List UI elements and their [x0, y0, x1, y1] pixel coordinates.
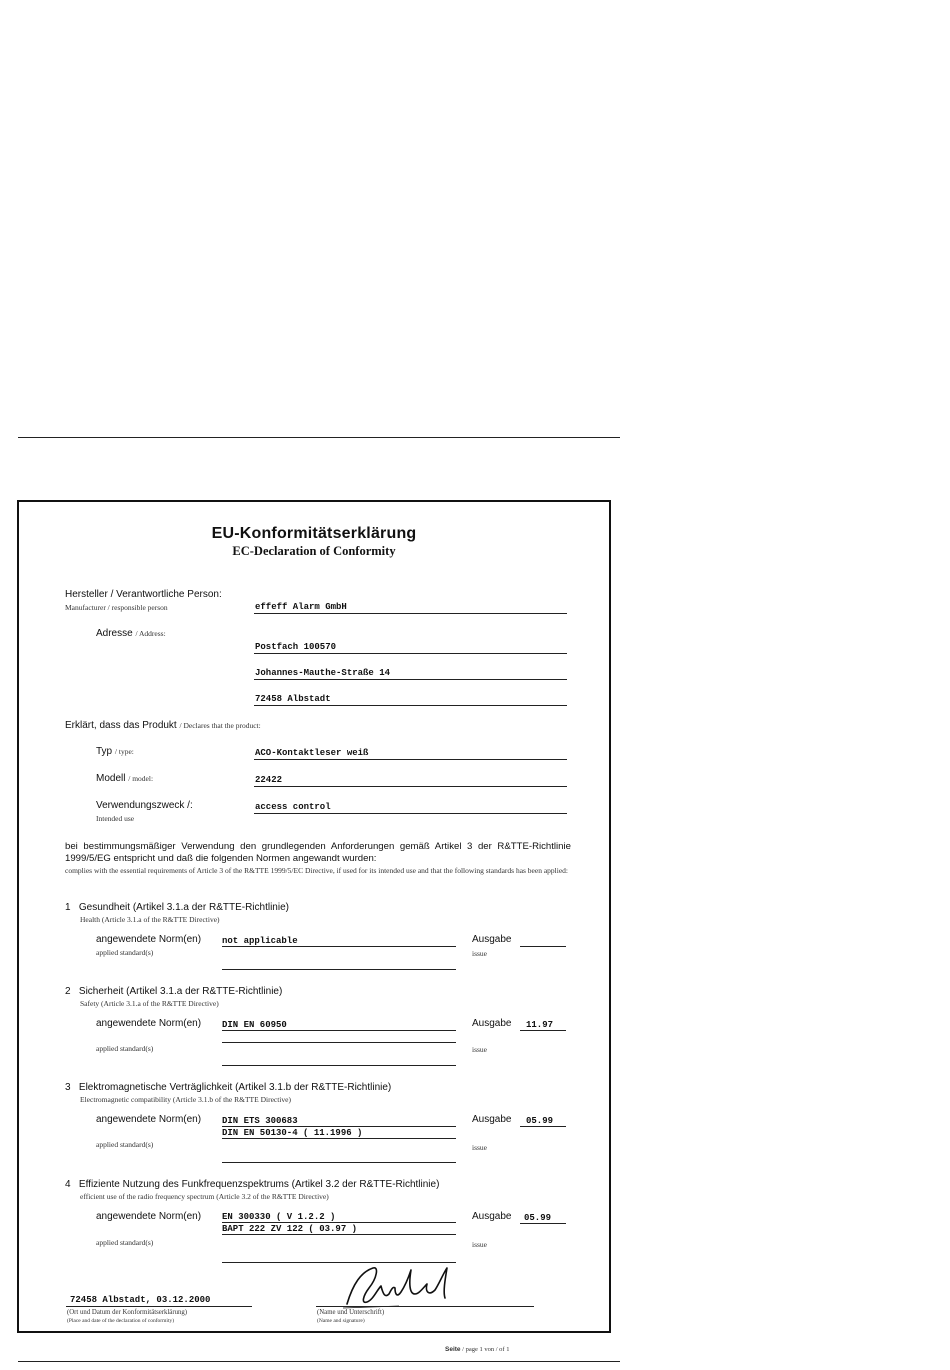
- section-2-title-de: Sicherheit (Artikel 3.1.a der R&TTE-Richtlinie): [78, 986, 283, 997]
- section-4-issue-value: 05.99: [524, 1213, 552, 1223]
- place-date-value: 72458 Albstadt, 03.12.2000: [70, 1295, 211, 1305]
- section-4-norm-2-underline: [222, 1234, 456, 1235]
- page-number: [445, 1346, 509, 1353]
- address-label-de: Adresse: [96, 628, 133, 639]
- place-date-underline: [66, 1306, 252, 1307]
- section-1-issue-label-de: Ausgabe: [472, 934, 512, 945]
- type-value: ACO-Kontaktleser weiß: [255, 748, 369, 758]
- intended-use-value: access control: [255, 802, 331, 812]
- declares-label: [65, 720, 261, 731]
- section-1-norm-1: not applicable: [222, 936, 298, 946]
- section-1-title-de: Gesundheit (Artikel 3.1.a der R&TTE-Richtlinie): [78, 902, 289, 913]
- signature-underline: [316, 1306, 534, 1307]
- section-2-norm-1: DIN EN 60950: [222, 1020, 287, 1030]
- declares-label-de: Erklärt, dass das Produkt: [65, 720, 177, 731]
- address-line-2: Johannes-Mauthe-Straße 14: [255, 668, 391, 678]
- address-line-3: 72458 Albstadt: [255, 694, 331, 704]
- section-3-heading: [65, 1082, 391, 1093]
- section-3-norm-2-underline: [222, 1138, 456, 1139]
- model-underline: [254, 786, 567, 787]
- section-2-issue-underline: [520, 1030, 566, 1031]
- section-4-norm-3-underline: [222, 1262, 456, 1263]
- section-3-norm-label-de: angewendete Norm(en): [96, 1114, 202, 1125]
- section-1-issue-underline: [520, 946, 566, 947]
- type-label: [96, 746, 134, 757]
- address-line-3-underline: [254, 705, 567, 706]
- section-3-number: 3: [65, 1082, 71, 1093]
- address-label-en: / Address:: [135, 629, 166, 638]
- compliance-statement-de: bei bestimmungsmäßiger Verwendung den grundlegenden Anforderungen gemäß Artikel 3 der R&TTE-Richtlinie 1999/5/EG entspricht und daß die folgenden Normen angewandt wurden:: [65, 841, 571, 864]
- model-label-en: / model:: [128, 774, 154, 783]
- section-4-issue-underline: [520, 1223, 566, 1224]
- intended-use-label-de: Verwendungszweck /:: [96, 800, 193, 811]
- page-label-en: / page 1 von / of 1: [462, 1346, 510, 1353]
- manufacturer-value: effeff Alarm GmbH: [255, 602, 347, 612]
- place-date-label-de: (Ort und Datum der Konformitätserklärung): [67, 1309, 188, 1316]
- address-line-2-underline: [254, 679, 567, 680]
- section-3-issue-label-en: issue: [472, 1143, 487, 1152]
- section-1-heading: [65, 902, 289, 913]
- section-3-norm-3-underline: [222, 1162, 456, 1163]
- section-4-number: 4: [65, 1179, 71, 1190]
- address-line-1-underline: [254, 653, 567, 654]
- intended-use-label-en: Intended use: [96, 814, 135, 823]
- type-label-en: / type:: [114, 747, 134, 756]
- address-label: [96, 628, 166, 639]
- section-3-issue-label-de: Ausgabe: [472, 1114, 512, 1125]
- handwritten-signature: [339, 1264, 454, 1312]
- section-2-norm-label-de: angewendete Norm(en): [96, 1018, 202, 1029]
- section-1-norm-1-underline: [222, 946, 456, 947]
- section-4-issue-label-en: issue: [472, 1240, 487, 1249]
- section-3-issue-value: 05.99: [526, 1116, 554, 1126]
- section-4-norm-1: EN 300330 ( V 1.2.2 ): [222, 1212, 336, 1222]
- section-2-issue-value: 11.97: [526, 1020, 554, 1030]
- place-date-label-en: (Place and date of the declaration of conformity): [67, 1318, 175, 1324]
- page-label-de: Seite: [445, 1346, 461, 1353]
- section-2-norm-1-underline: [222, 1030, 456, 1031]
- section-3-title-en: Electromagnetic compatibility (Article 3.1.b of the R&TTE Directive): [80, 1095, 291, 1104]
- section-2-title-en: Safety (Article 3.1.a of the R&TTE Directive): [80, 999, 219, 1008]
- section-4-norm-label-en: applied standard(s): [96, 1238, 154, 1247]
- signature-label-de: (Name und Unterschrift): [317, 1309, 385, 1316]
- signature-label-en: (Name and signature): [317, 1318, 365, 1324]
- section-3-norm-1: DIN ETS 300683: [222, 1116, 298, 1126]
- section-3-norm-1-underline: [222, 1126, 456, 1127]
- section-4-title-de: Effiziente Nutzung des Funkfrequenzspektrums (Artikel 3.2 der R&TTE-Richtlinie): [78, 1179, 440, 1190]
- type-label-de: Typ: [96, 746, 113, 757]
- section-2-number: 2: [65, 986, 71, 997]
- section-1-number: 1: [65, 902, 71, 913]
- compliance-statement-en: complies with the essential requirements of Article 3 of the R&TTE 1999/5/EC Directive, if used for its intended use and that the following standards has been applied:: [65, 866, 569, 875]
- model-value: 22422: [255, 775, 283, 785]
- section-4-norm-label-de: angewendete Norm(en): [96, 1211, 202, 1222]
- section-4-issue-label-de: Ausgabe: [472, 1211, 512, 1222]
- section-3-title-de: Elektromagnetische Verträglichkeit (Artikel 3.1.b der R&TTE-Richtlinie): [78, 1082, 392, 1093]
- section-1-norm-label-de: angewendete Norm(en): [96, 934, 202, 945]
- conformity-declaration-document: [17, 500, 611, 1333]
- section-2-heading: [65, 986, 282, 997]
- section-1-title-en: Health (Article 3.1.a of the R&TTE Directive): [80, 915, 220, 924]
- section-1-issue-label-en: issue: [472, 949, 487, 958]
- manufacturer-label-de: Hersteller / Verantwortliche Person:: [65, 589, 222, 600]
- document-title-de: EU-Konformitätserklärung: [211, 525, 417, 542]
- section-1-norm-2-underline: [222, 969, 456, 970]
- section-2-norm-3-underline: [222, 1065, 456, 1066]
- manufacturer-underline: [254, 613, 567, 614]
- section-3-issue-underline: [520, 1126, 566, 1127]
- model-label: [96, 773, 153, 784]
- section-3-norm-2: DIN EN 50130-4 ( 11.1996 ): [222, 1128, 363, 1138]
- type-underline: [254, 759, 567, 760]
- section-4-heading: [65, 1179, 439, 1190]
- model-label-de: Modell: [96, 773, 126, 784]
- bottom-separator-line: [18, 1361, 620, 1362]
- section-4-norm-2: BAPT 222 ZV 122 ( 03.97 ): [222, 1224, 358, 1234]
- address-line-1: Postfach 100570: [255, 642, 337, 652]
- section-2-issue-label-en: issue: [472, 1045, 487, 1054]
- section-1-norm-label-en: applied standard(s): [96, 948, 154, 957]
- section-3-norm-label-en: applied standard(s): [96, 1140, 154, 1149]
- document-title-en: EC-Declaration of Conformity: [232, 544, 396, 558]
- top-separator-line: [18, 437, 620, 438]
- section-2-issue-label-de: Ausgabe: [472, 1018, 512, 1029]
- intended-use-underline: [254, 813, 567, 814]
- section-2-norm-label-en: applied standard(s): [96, 1044, 154, 1053]
- section-4-title-en: efficient use of the radio frequency spectrum (Article 3.2 of the R&TTE Directive): [80, 1192, 329, 1201]
- declares-label-en: / Declares that the product:: [179, 721, 261, 730]
- manufacturer-label-en: Manufacturer / responsible person: [65, 603, 168, 612]
- section-2-norm-2-underline: [222, 1042, 456, 1043]
- section-4-norm-1-underline: [222, 1222, 456, 1223]
